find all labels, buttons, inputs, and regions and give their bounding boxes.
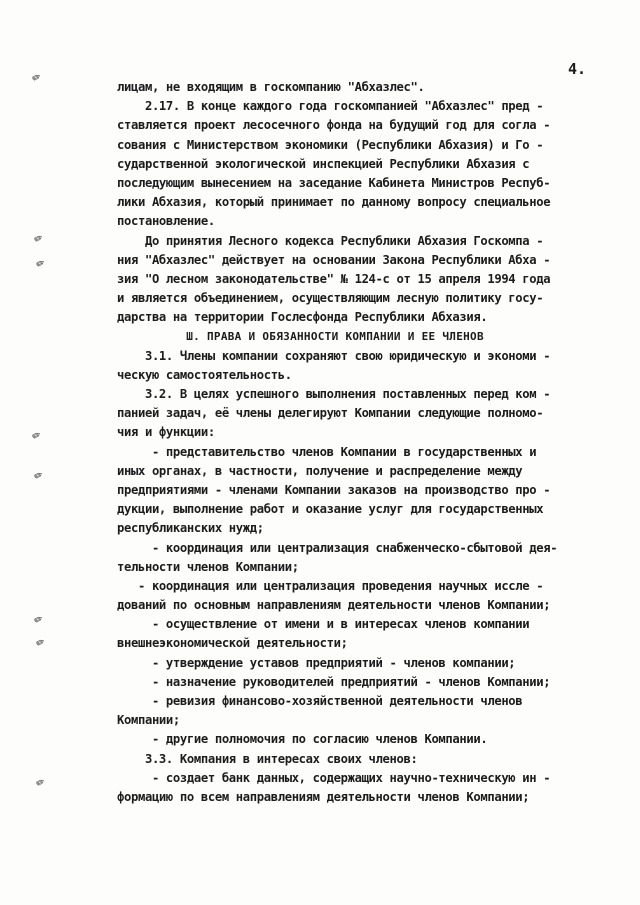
text-line: внешнеэкономической деятельности; <box>117 636 348 651</box>
text-line: 3.3. Компания в интересах своих членов: <box>117 751 418 766</box>
text-line: дукции, выполнение работ и оказание услуг для государственных <box>117 502 544 517</box>
text-line: лицам, не входящим в госкомпанию "Абхазлес". <box>117 80 425 94</box>
text-line: чия и функции: <box>117 425 215 440</box>
text-line: - координация или централизация снабженческо-сбытовой дея- <box>117 540 558 555</box>
text-line: ния "Абхазлес" действует на основании Закона Республики Абха - <box>117 252 551 267</box>
margin-mark-5: ✎ <box>31 470 46 483</box>
page-number: 4. <box>568 60 587 78</box>
margin-mark-1: ✎ <box>29 72 44 85</box>
text-line: - осуществление от имени и в интересах членов компании <box>117 617 530 632</box>
margin-mark-8: ✎ <box>33 777 48 790</box>
text-line: сования с Министерством экономики (Республики Абхазия) и Го - <box>117 137 544 152</box>
text-line: республиканских нужд; <box>117 521 264 536</box>
document-body <box>117 78 607 807</box>
text-line: предприятиями - членами Компании заказов на производство про - <box>117 482 551 497</box>
text-line: - утверждение уставов предприятий - членов компании; <box>117 655 516 670</box>
text-line: - ревизия финансово-хозяйственной деятельности членов <box>117 694 523 708</box>
text-line: тельности членов Компании; <box>117 559 299 574</box>
text-line: До принятия Лесного кодекса Республики Абхазия Госкомпа - <box>117 233 544 248</box>
text-line: - создает банк данных, содержащих научно-техническую ин - <box>117 770 551 785</box>
text-line: 3.2. В целях успешного выполнения поставленных перед ком - <box>117 387 551 401</box>
text-line: ставляется проект лесосечного фонда на будущий год для согла - <box>117 118 551 133</box>
text-line: дарства на территории Гослесфонда Республики Абхазия. <box>117 310 488 325</box>
text-line: - представительство членов Компании в государственных и <box>117 444 537 459</box>
text-line: панией задач, её члены делегируют Компании следующие полномо- <box>117 406 544 421</box>
text-line: Компании; <box>117 713 180 728</box>
text-line: - назначение руководителей предприятий - членов Компании; <box>117 674 551 689</box>
margin-mark-4: ✎ <box>29 430 44 443</box>
text-line: формацию по всем направлениям деятельности членов Компании; <box>117 789 530 804</box>
text-line: постановление. <box>117 214 215 229</box>
text-line: сударственной экологической инспекцией Республики Абхазия с <box>117 156 530 171</box>
margin-mark-3: ✎ <box>33 258 48 271</box>
text-line: ческую самостоятельность. <box>117 367 292 382</box>
text-line: зия "О лесном законодательстве" № 124-с от 15 апреля 1994 года <box>117 271 551 286</box>
text-line: - координация или централизация проведения научных иссле - <box>117 578 544 593</box>
margin-mark-6: ✎ <box>31 614 46 627</box>
text-line: дований по основным направлениям деятельности членов Компании; <box>117 598 551 613</box>
margin-mark-7: ✎ <box>33 637 48 650</box>
margin-mark-2: ✎ <box>31 233 46 246</box>
text-line: 3.1. Члены компании сохраняют свою юридическую и экономи - <box>117 348 551 363</box>
text-line: 2.17. В конце каждого года госкомпанией "Абхазлес" пред - <box>117 99 544 114</box>
text-line: - другие полномочия по согласию членов Компании. <box>117 732 488 747</box>
text-line: лики Абхазия, который принимает по данному вопросу специальное <box>117 195 551 210</box>
text-line: и является объединением, осуществляющим лесную политику госу- <box>117 291 544 306</box>
text-line: иных органах, в частности, получение и распределение между <box>117 463 523 478</box>
section-heading: Ш. ПРАВА И ОБЯЗАННОСТИ КОМПАНИИ И ЕЕ ЧЛЕНОВ <box>117 330 484 344</box>
text-line: последующим вынесением на заседание Кабинета Министров Респуб- <box>117 175 551 190</box>
